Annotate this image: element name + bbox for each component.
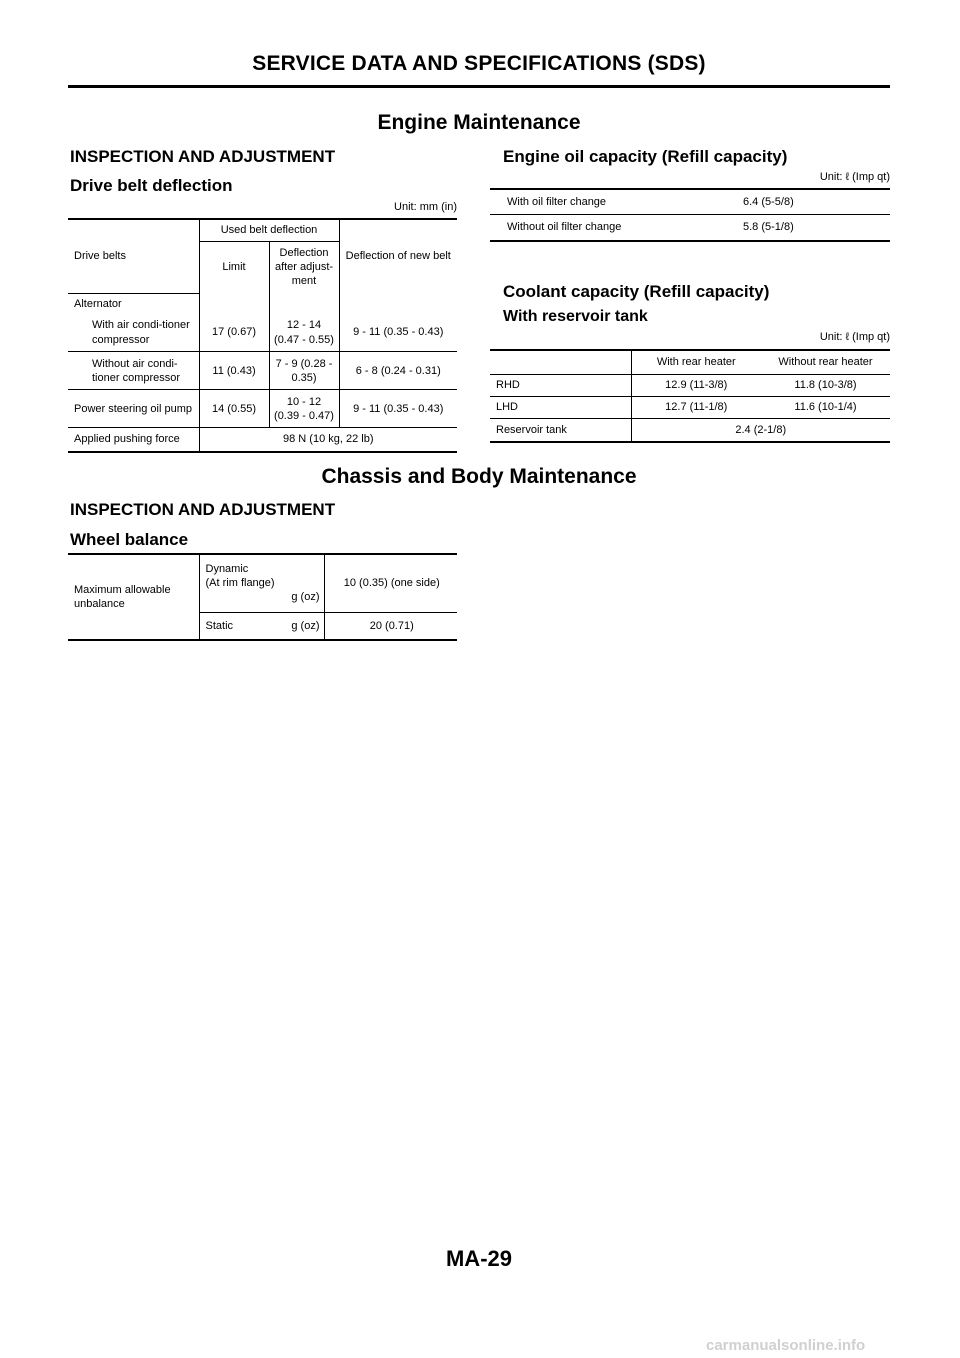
oil-row-label: Without oil filter change bbox=[490, 215, 737, 241]
static-value: 20 (0.71) bbox=[324, 612, 457, 640]
force-label: Applied pushing force bbox=[68, 428, 199, 452]
coolant-row-without: 11.6 (10-1/4) bbox=[761, 396, 890, 418]
row-alternator-blank-1 bbox=[199, 293, 269, 314]
belt-row-label: Without air condi-tioner compressor bbox=[68, 352, 199, 390]
oil-row-value: 5.8 (5-1/8) bbox=[737, 215, 890, 241]
oil-capacity-heading: Engine oil capacity (Refill capacity) bbox=[503, 147, 788, 166]
table-row bbox=[490, 374, 890, 396]
drive-belt-heading: Drive belt deflection bbox=[70, 176, 233, 195]
force-value: 98 N (10 kg, 22 lb) bbox=[199, 428, 457, 452]
drive-belt-table bbox=[68, 218, 457, 453]
coolant-row-label: RHD bbox=[490, 374, 631, 396]
table-row bbox=[68, 314, 457, 352]
belt-row-new: 9 - 11 (0.35 - 0.43) bbox=[339, 390, 457, 428]
row-alternator-blank-3 bbox=[339, 293, 457, 314]
static-unit: g (oz) bbox=[291, 619, 320, 632]
dynamic-value: 10 (0.35) (one side) bbox=[343, 577, 440, 590]
header-rule bbox=[68, 85, 890, 88]
page-header-title: SERVICE DATA AND SPECIFICATIONS (SDS) bbox=[252, 52, 706, 75]
belt-row-new: 9 - 11 (0.35 - 0.43) bbox=[353, 326, 444, 339]
static-cell bbox=[199, 612, 324, 640]
reservoir-value: 2.4 (2-1/8) bbox=[631, 418, 890, 442]
coolant-corner bbox=[490, 350, 631, 374]
table-row bbox=[68, 428, 457, 452]
drive-belt-unit: Unit: mm (in) bbox=[394, 201, 457, 213]
chassis-inspection-heading: INSPECTION AND ADJUSTMENT bbox=[70, 500, 336, 519]
watermark: carmanualsonline.info bbox=[706, 1337, 866, 1354]
coolant-row-label: LHD bbox=[490, 396, 631, 418]
col-deflection-after: Deflection after adjust-ment bbox=[269, 241, 339, 293]
coolant-capacity-table bbox=[490, 349, 890, 443]
coolant-row-with: 12.9 (11-3/8) bbox=[631, 374, 761, 396]
col-without-rear-heater: Without rear heater bbox=[778, 356, 873, 369]
table-row bbox=[490, 189, 890, 215]
engine-maintenance-title: Engine Maintenance bbox=[377, 111, 581, 134]
table-row bbox=[68, 390, 457, 428]
max-unbalance-label: Maximum allowable unbalance bbox=[68, 554, 199, 640]
dynamic-cell bbox=[199, 554, 324, 612]
table-row bbox=[68, 352, 457, 390]
coolant-capacity-unit: Unit: ℓ (Imp qt) bbox=[819, 331, 890, 343]
oil-row-label: With oil filter change bbox=[507, 196, 607, 208]
wheel-balance-heading: Wheel balance bbox=[70, 530, 189, 549]
dynamic-sub: (At rim flange) bbox=[205, 577, 275, 590]
table-row bbox=[490, 215, 890, 241]
col-with-rear-heater: With rear heater bbox=[656, 356, 736, 369]
col-used-belt: Used belt deflection bbox=[199, 219, 339, 241]
dynamic-unit: g (oz) bbox=[291, 591, 320, 604]
wheel-balance-table bbox=[68, 553, 457, 641]
belt-row-after: 7 - 9 (0.28 - 0.35) bbox=[269, 352, 339, 390]
table-row bbox=[490, 418, 890, 442]
coolant-row-with: 12.7 (11-1/8) bbox=[631, 396, 761, 418]
dynamic-label: Dynamic bbox=[205, 562, 249, 575]
chassis-maintenance-title: Chassis and Body Maintenance bbox=[321, 465, 637, 488]
col-drive-belts: Drive belts bbox=[68, 219, 199, 293]
coolant-capacity-heading: Coolant capacity (Refill capacity) bbox=[503, 282, 770, 301]
belt-row-limit: 14 (0.55) bbox=[199, 390, 269, 428]
coolant-subheading: With reservoir tank bbox=[503, 308, 648, 325]
belt-row-after: 10 - 12 (0.39 - 0.47) bbox=[269, 390, 339, 428]
reservoir-label: Reservoir tank bbox=[490, 418, 631, 442]
belt-row-new: 6 - 8 (0.24 - 0.31) bbox=[339, 352, 457, 390]
belt-row-limit: 11 (0.43) bbox=[199, 352, 269, 390]
engine-inspection-heading: INSPECTION AND ADJUSTMENT bbox=[70, 147, 336, 166]
oil-row-value: 6.4 (5-5/8) bbox=[743, 196, 794, 208]
page-number: MA-29 bbox=[445, 1246, 512, 1271]
static-label: Static bbox=[205, 619, 234, 632]
col-limit: Limit bbox=[199, 241, 269, 293]
belt-row-limit: 17 (0.67) bbox=[199, 314, 269, 352]
col-new-belt: Deflection of new belt bbox=[345, 250, 451, 263]
belt-row-label: Power steering oil pump bbox=[68, 390, 199, 428]
coolant-row-without: 11.8 (10-3/8) bbox=[761, 374, 890, 396]
belt-row-after: 12 - 14 (0.47 - 0.55) bbox=[269, 314, 339, 352]
oil-capacity-unit: Unit: ℓ (Imp qt) bbox=[819, 171, 890, 183]
row-alternator-blank-2 bbox=[269, 293, 339, 314]
page-header bbox=[68, 52, 890, 83]
belt-row-label: With air condi-tioner compressor bbox=[68, 314, 199, 352]
oil-capacity-table bbox=[490, 188, 890, 242]
row-alternator: Alternator bbox=[68, 293, 199, 314]
table-row bbox=[490, 396, 890, 418]
